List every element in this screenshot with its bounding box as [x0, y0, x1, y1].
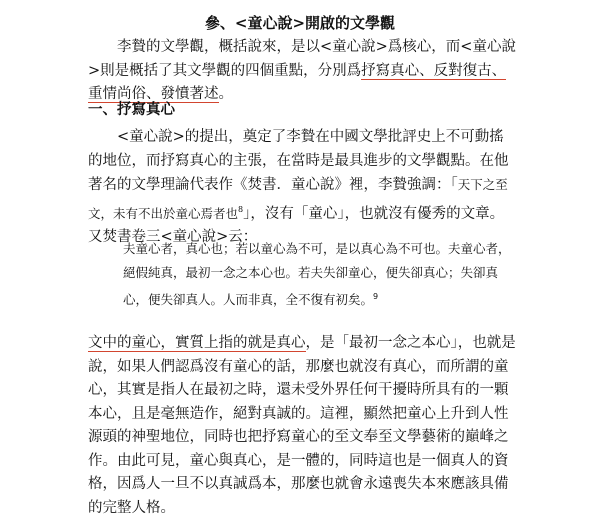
footnote-ref-8: 8: [238, 204, 244, 214]
intro-end: 。: [218, 86, 233, 102]
document-title: 參、<童心說>開啟的文學觀: [204, 14, 396, 32]
block-quote-text: 夫童心者，真心也；若以童心為不可，是以真心為不可也。夫童心者，絕假純真，最初一念之本心也。若夫失卻童心，便失卻真心；失卻真心，便失卻真人。人而非真，全不復有初矣。: [123, 241, 511, 308]
inline-quote: 天下之至文，未有不出於童心焉者也: [88, 177, 508, 221]
body-paragraph-2: [88, 126, 518, 249]
intro-text: 李贄的文學觀，概括說來，是以<童心說>爲核心，而<童心說>則是概括了其文學觀的四個重點，分別爲: [88, 39, 516, 79]
block-quote: [123, 237, 518, 312]
para2-text-1: <童心說>的提出，奠定了李贄在中國文學批評史上不可動搖的地位，而抒寫真心的主張，在當時是最具進步的文學觀點。在他著名的文學理論代表作《焚書．童心說》裡，李贄強調：「: [88, 129, 509, 193]
section-heading: 一、抒寫真心: [88, 101, 175, 118]
footnote-ref-9: 9: [373, 292, 379, 301]
underlined-conclusion: 文中的童心，實質上指的就是真心: [88, 335, 306, 351]
para3-text: ，是「最初一念之本心」，也就是說，如果人們認爲沒有童心的話，那麼也就沒有真心，而所謂的童心，其實是指人在最初之時，還未受外界任何干擾時所具有的一顆本心，且是毫無造作，絕對真誠的。這裡，顯然把童心上升到人性源頭的神聖地位，同時也把抒寫童心的至文奉至文學藝術的巔峰之作。由此可見，童心與真心，是一體的，同時這也是一個真人的資格，因爲人一旦不以真誠爲本，那麼也就會永遠喪失本來應該具備的完整人格。: [88, 335, 516, 516]
intro-paragraph: [88, 36, 518, 107]
underlined-key-points: 抒寫真心、反對復古、重情尚俗、發憤著述: [88, 62, 507, 102]
body-paragraph-3: [88, 332, 518, 520]
para2-text-2: 」，沒有「童心」，也就沒有優秀的文章。又焚書卷三<童心說>云：: [88, 205, 505, 245]
